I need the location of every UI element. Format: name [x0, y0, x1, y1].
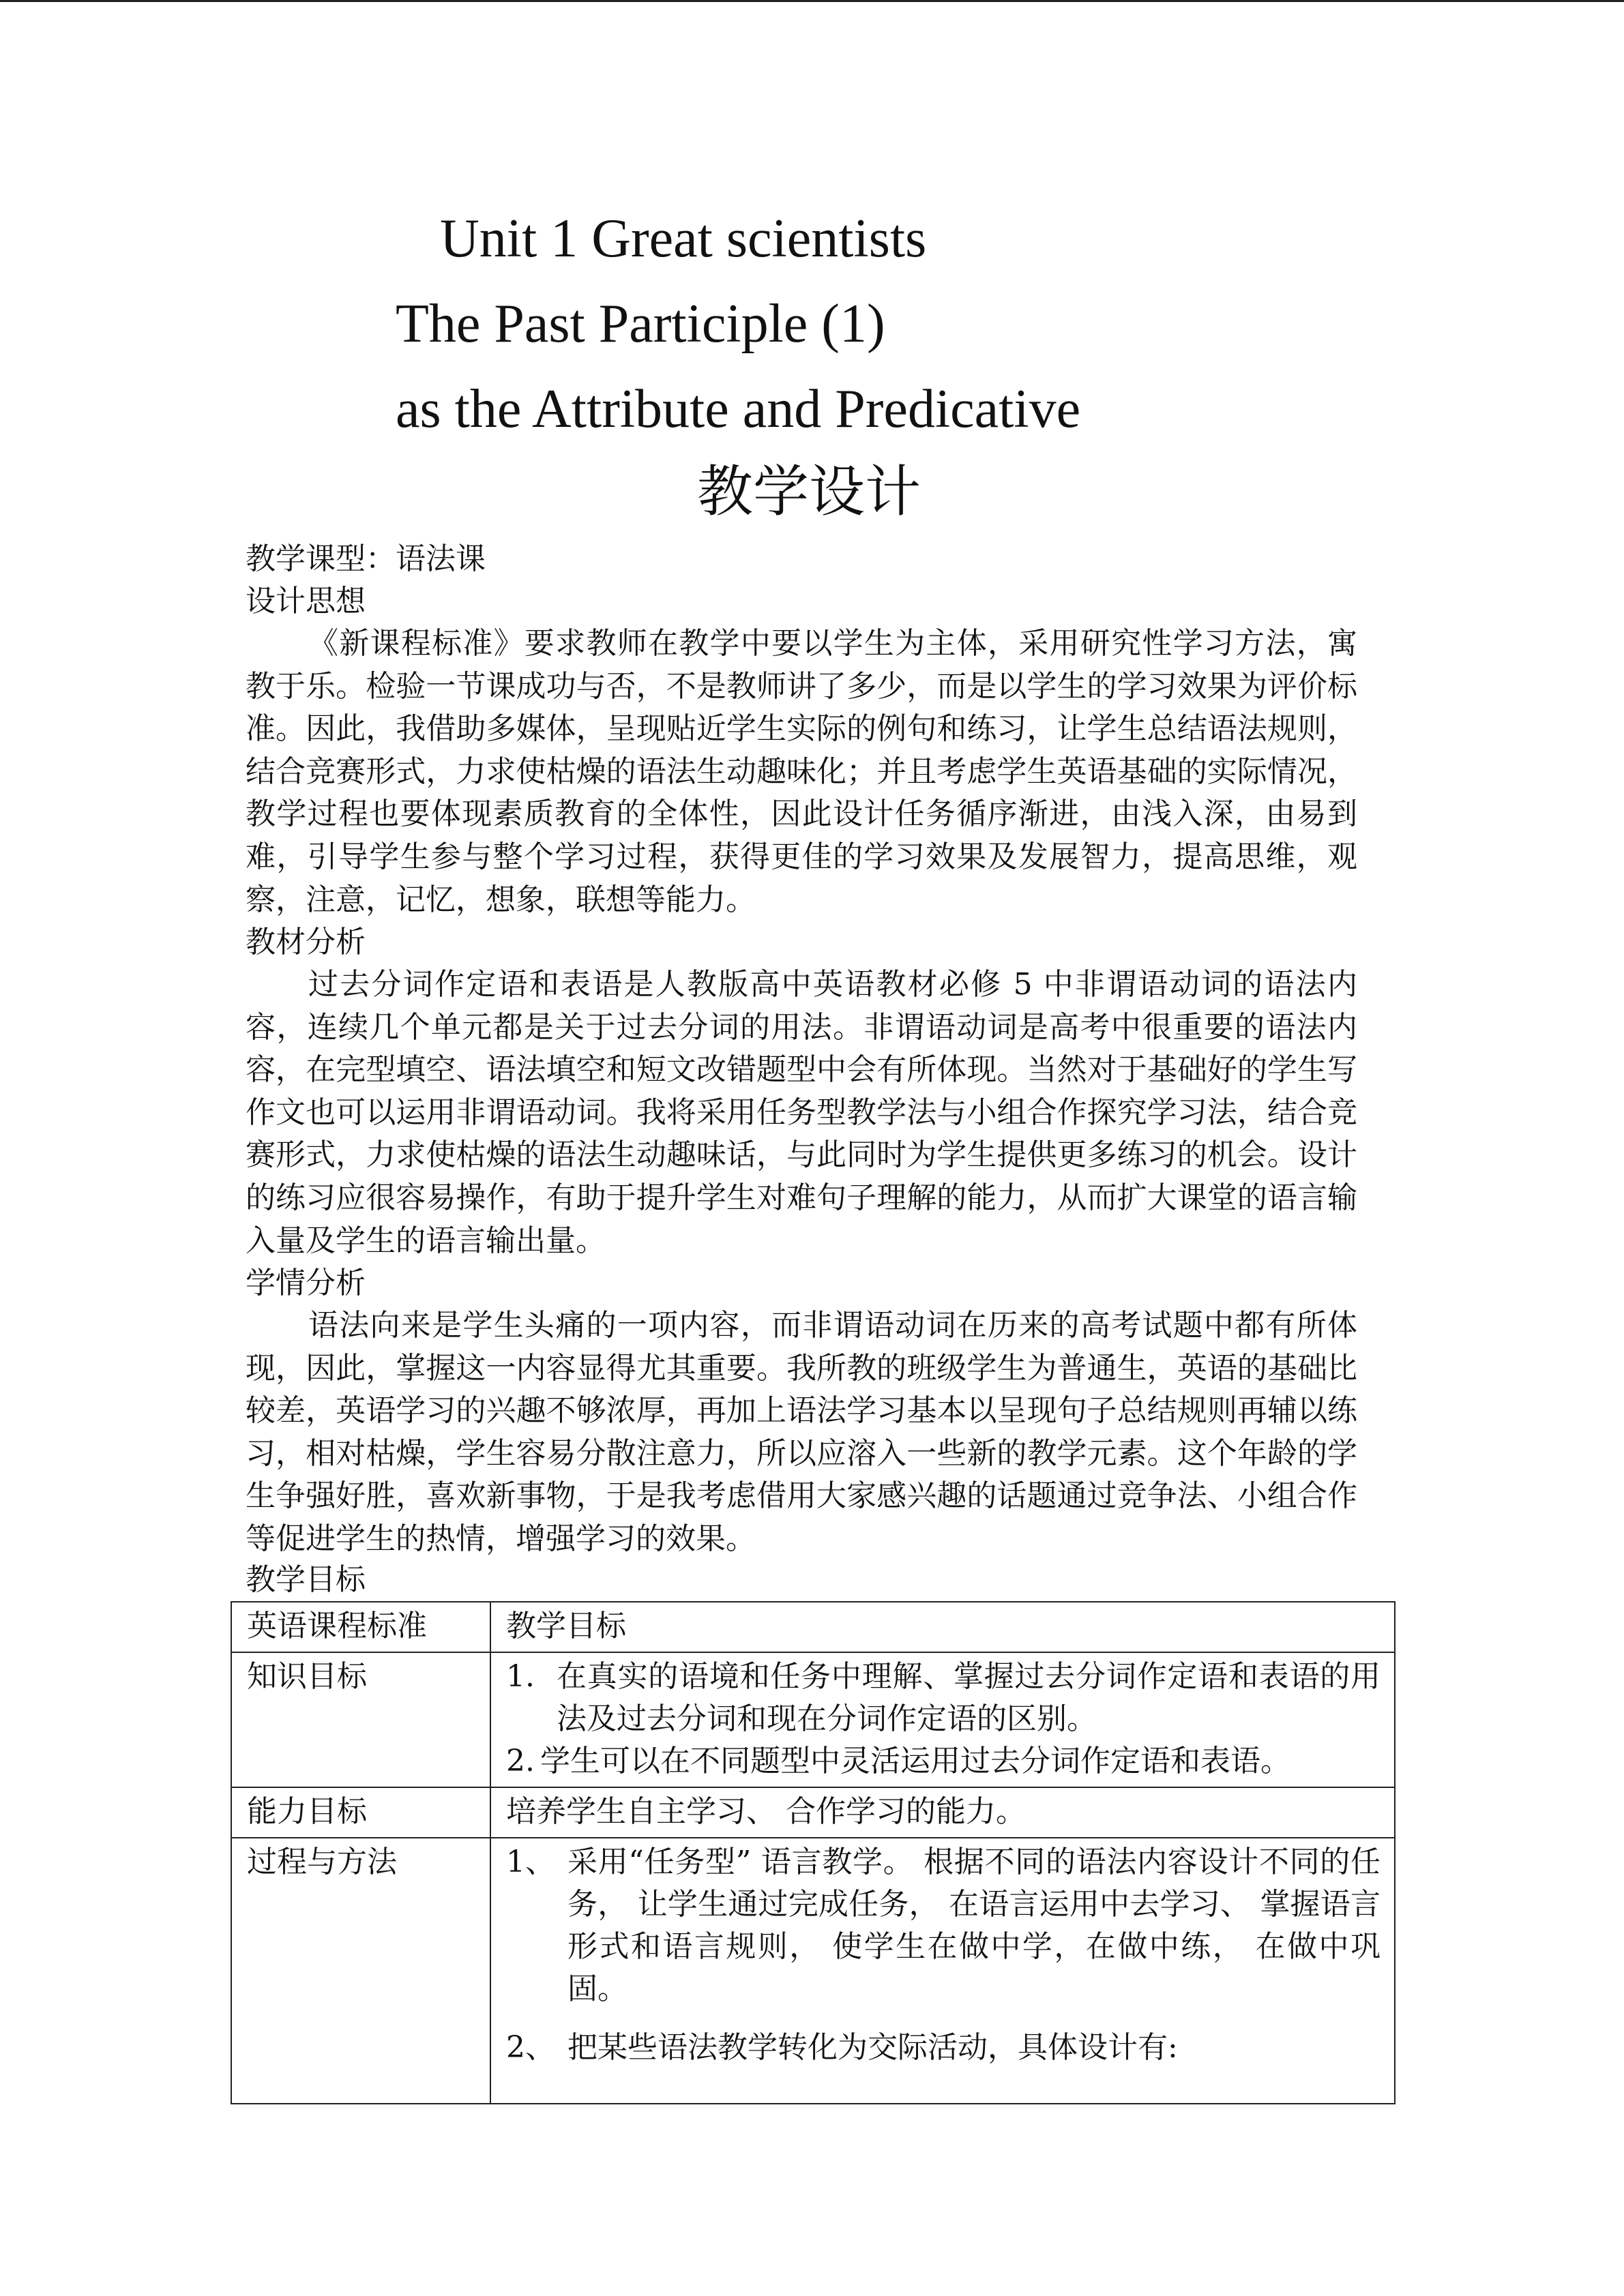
item-number: 1、	[506, 1845, 555, 1879]
material-paragraph: 过去分词作定语和表语是人教版高中英语教材必修 5 中非谓语动词的语法内容，连续几个单元都是关于过去分词的用法。非谓语动词是高考中很重要的语法内容，在完型填空、语法填空和短文改错题型中会有所体现。当然对于基础好的学生写作文也可以运用非谓语动词。我将采用任务型教学法与小组合作探究学习法，结合竞赛形式，力求使枯燥的语法生动趣味话，与此同时为学生提供更多练习的机会。设计的练习应很容易操作，有助于提升学生对难句子理解的能力，从而扩大课堂的语言输入量及学生的语言输出量。	[246, 967, 1357, 1258]
process-item	[506, 1841, 1381, 2010]
ability-goals-text: 培养学生自主学习、 合作学习的能力。	[490, 1787, 1395, 1838]
knowledge-item	[506, 1740, 1381, 1783]
header-curriculum-standard: 英语课程标准	[231, 1602, 490, 1652]
item-text: 把某些语法教学转化为交际活动，具体设计有:	[567, 2030, 1178, 2065]
students-heading: 学情分析	[246, 1266, 366, 1300]
knowledge-item	[506, 1656, 1381, 1740]
title-subtopic: as the Attribute and Predicative	[396, 379, 1081, 439]
material-heading: 教材分析	[246, 925, 366, 959]
goals-heading: 教学目标	[246, 1562, 366, 1597]
item-number: 2.	[506, 1744, 535, 1778]
item-text: 采用“任务型” 语言教学。 根据不同的语法内容设计不同的任务， 让学生通过完成任务， 在语言运用中去学习、 掌握语言形式和语言规则， 使学生在做中学，在做中练， 在做中巩固。	[567, 1845, 1381, 2006]
process-item	[506, 2027, 1381, 2069]
knowledge-goals-label: 知识目标	[231, 1652, 490, 1787]
design-idea-paragraph: 《新课程标准》要求教师在教学中要以学生为主体，采用研究性学习方法，寓教于乐。检验一节课成功与否，不是教师讲了多少，而是以学生的学习效果为评价标准。因此，我借助多媒体，呈现贴近学生实际的例句和练习，让学生总结语法规则，结合竞赛形式，力求使枯燥的语法生动趣味化；并且考虑学生英语基础的实际情况，教学过程也要体现素质教育的全体性，因此设计任务循序渐进，由浅入深，由易到难，引导学生参与整个学习过程，获得更佳的学习效果及发展智力，提高思维，观察，注意，记忆，想象，联想等能力。	[246, 626, 1357, 917]
table-row-process	[231, 1838, 1395, 2104]
design-idea-heading: 设计思想	[246, 584, 366, 618]
header-teaching-goals: 教学目标	[490, 1602, 1395, 1652]
title-unit: Unit 1 Great scientists	[440, 209, 927, 269]
table-row-ability	[231, 1787, 1395, 1838]
title-topic: The Past Participle (1)	[396, 294, 885, 354]
table-row-knowledge	[231, 1652, 1395, 1787]
page-top-border	[0, 0, 1624, 2]
knowledge-goals-cell	[490, 1652, 1395, 1787]
students-paragraph: 语法向来是学生头痛的一项内容，而非谓语动词在历来的高考试题中都有所体现，因此，掌握这一内容显得尤其重要。我所教的班级学生为普通生，英语的基础比较差，英语学习的兴趣不够浓厚，再加上语法学习基本以呈现句子总结规则再辅以练习，相对枯燥，学生容易分散注意力，所以应溶入一些新的教学元素。这个年龄的学生争强好胜，喜欢新事物，于是我考虑借用大家感兴趣的话题通过竞争法、小组合作等促进学生的热情，增强学习的效果。	[246, 1308, 1357, 1556]
process-method-label: 过程与方法	[231, 1838, 490, 2104]
ability-goals-label: 能力目标	[231, 1787, 490, 1838]
goals-table	[231, 1601, 1396, 2104]
item-text: 学生可以在不同题型中灵活运用过去分词作定语和表语。	[540, 1744, 1290, 1778]
item-number: 2、	[506, 2030, 555, 2065]
process-method-cell	[490, 1838, 1395, 2104]
lesson-type: 教学课型：语法课	[246, 541, 486, 576]
title-teaching-design: 教学设计	[697, 460, 921, 524]
item-number: 1.	[506, 1659, 535, 1694]
item-text: 在真实的语境和任务中理解、掌握过去分词作定语和表语的用法及过去分词和现在分词作定语的区别。	[557, 1659, 1381, 1736]
table-row-header	[231, 1602, 1395, 1652]
